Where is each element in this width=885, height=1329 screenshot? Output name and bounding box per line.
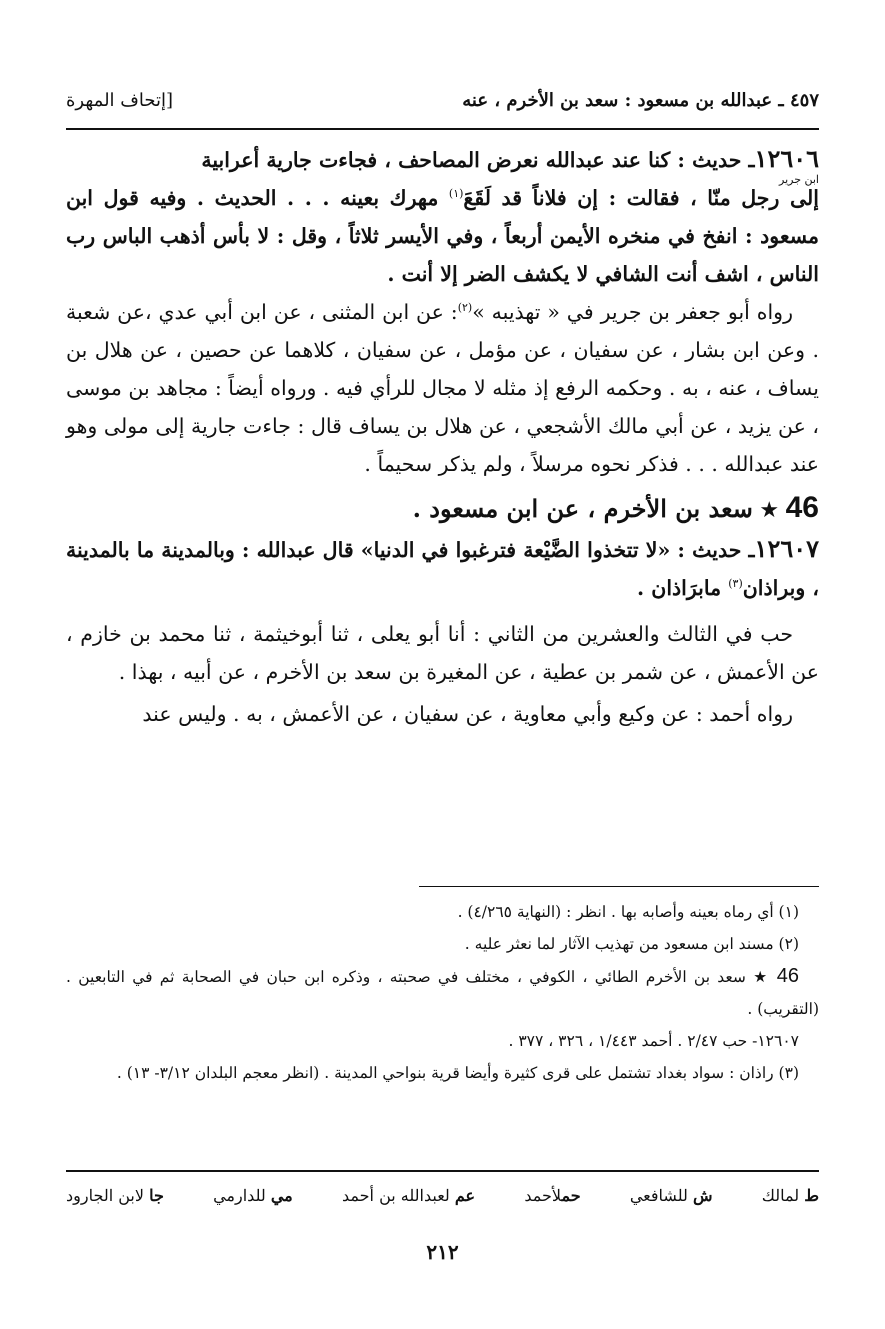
footnote-rule: [419, 886, 819, 887]
narrator-number: 46: [776, 965, 799, 987]
legend-item: ش للشافعي: [629, 1186, 713, 1205]
footnote-ref-1[interactable]: (١): [448, 187, 464, 201]
legend-item: ط لمالك: [761, 1186, 819, 1205]
narration-body: : عن ابن المثنى ، عن ابن أبي عدي ،عن شعبة . وعن ابن بشار ، عن سفيان ، عن مؤمل ، عن سفيان ، كلاهما عن حصين ، عن هلال بن يساف ، عنه ، به . وحكمه الرفع إذ مثله لا مجال للرأي فيه . ورواه أيضاً : مجاهد بن موسى ، عن يزيد ، عن أبي مالك الأشجعي ، عن هلال بن يساف قال : جاءت جارية إلى مولى وهو عند عبدالله . . . فذكر نحوه مرسلاً ، ولم يذكر سحيماً .: [66, 300, 819, 476]
header-rule: [66, 128, 819, 130]
legend-item: مي للدارمي: [213, 1186, 293, 1205]
footnote-hadith-ref: ١٢٦٠٧- حب ٢/٤٧ . أحمد ١/٤٤٣ ، ٣٢٦ ، ٣٧٧ .: [508, 1032, 799, 1050]
hadith-text-end: مهرك بعينه . . . الحديث . وفيه قول ابن مسعود : انفخ في منخره الأيمن أربعاً ، وفي الأيسر ثلاثاً ، وقل : لا بأس أذهب الباس رب الناس ، اشف أنت الشافي لا يكشف الضر إلا أنت .: [66, 186, 819, 286]
hadith-12607: [66, 530, 819, 607]
section-number: 46: [785, 491, 819, 524]
footnote-ref-2[interactable]: (٢): [457, 301, 473, 315]
hadith-text: ـ حديث : كنا عند عبدالله نعرض المصاحف ، فجاءت جارية أعرابية: [201, 148, 755, 172]
footnote-2: (٢) مسند ابن مسعود من تهذيب الآثار لما نعثر عليه .: [464, 935, 799, 953]
ahmad-paragraph: رواه أحمد : عن وكيع وأبي معاوية ، عن سفيان ، عن الأعمش ، به . وليس عند: [142, 702, 793, 726]
hadith-number: ١٢٦٠٦: [754, 144, 819, 173]
narrator-note: سعد بن الأخرم الطائي ، الكوفي ، مختلف في صحبته ، وذكره ابن حبان في الصحابة ثم في التابعين . (التقريب) .: [66, 968, 819, 1018]
hadith-text-end: مابرَاذان .: [637, 576, 729, 600]
hadith-text: ـ حديث : «لا تتخذوا الضَّيْعة فترغبوا في الدنيا» قال عبدالله : وبالمدينة ما بالمدينة ، وبراذان: [66, 538, 819, 600]
footnote-ref-3[interactable]: (٣): [728, 577, 743, 591]
footnote-1: (١) أي رماه بعينه وأصابه بها . انظر : (النهاية ٤/٢٦٥) .: [457, 903, 799, 921]
main-text: [66, 140, 819, 733]
footnote-3: (٣) راذان : سواد بغداد تشتمل على قرى كثيرة وأيضا قرية بنواحي المدينة . (انظر معجم البلدان ٣/١٢- ١٣) .: [116, 1064, 799, 1082]
source-marginal-note: ابن جرير: [779, 173, 819, 186]
page-number: ٢١٢: [426, 1240, 459, 1264]
source-paragraph: حب في الثالث والعشرين من الثاني : أنا أبو يعلى ، ثنا أبوخيثمة ، ثنا محمد بن خازم ، عن الأعمش ، عن شمر بن عطية ، عن المغيرة بن سعد بن الأخرم ، عن أبيه ، بهذا .: [66, 622, 819, 684]
header-chapter-title: ٤٥٧ ـ عبدالله بن مسعود : سعد بن الأخرم ، عنه: [462, 89, 819, 111]
footnotes: [66, 896, 819, 1089]
section-title: سعد بن الأخرم ، عن ابن مسعود .: [412, 494, 753, 523]
footnote-narrator: [66, 960, 819, 1025]
narration-paragraph: [66, 293, 819, 483]
running-header: [66, 84, 819, 116]
legend-item: جا لابن الجارود: [66, 1186, 164, 1205]
header-book-title: [إتحاف المهرة: [66, 89, 174, 111]
legend-item: حملأحمد: [524, 1186, 581, 1205]
narration-intro: رواه أبو جعفر بن جرير في « تهذيبه »: [472, 300, 793, 324]
section-heading: [66, 489, 819, 530]
hadith-text-cont: إلى رجل منّا ، فقالت : إن فلاناً قد لَقَعَ: [463, 186, 819, 210]
hadith-12606: [66, 140, 819, 293]
hadith-number: ١٢٦٠٧: [754, 534, 819, 563]
star-icon: ★: [759, 498, 780, 523]
legend-item: عم لعبدالله بن أحمد: [342, 1186, 476, 1205]
star-icon: ★: [753, 968, 770, 986]
footer-rule: [66, 1170, 819, 1172]
abbreviation-legend: [66, 1186, 819, 1205]
